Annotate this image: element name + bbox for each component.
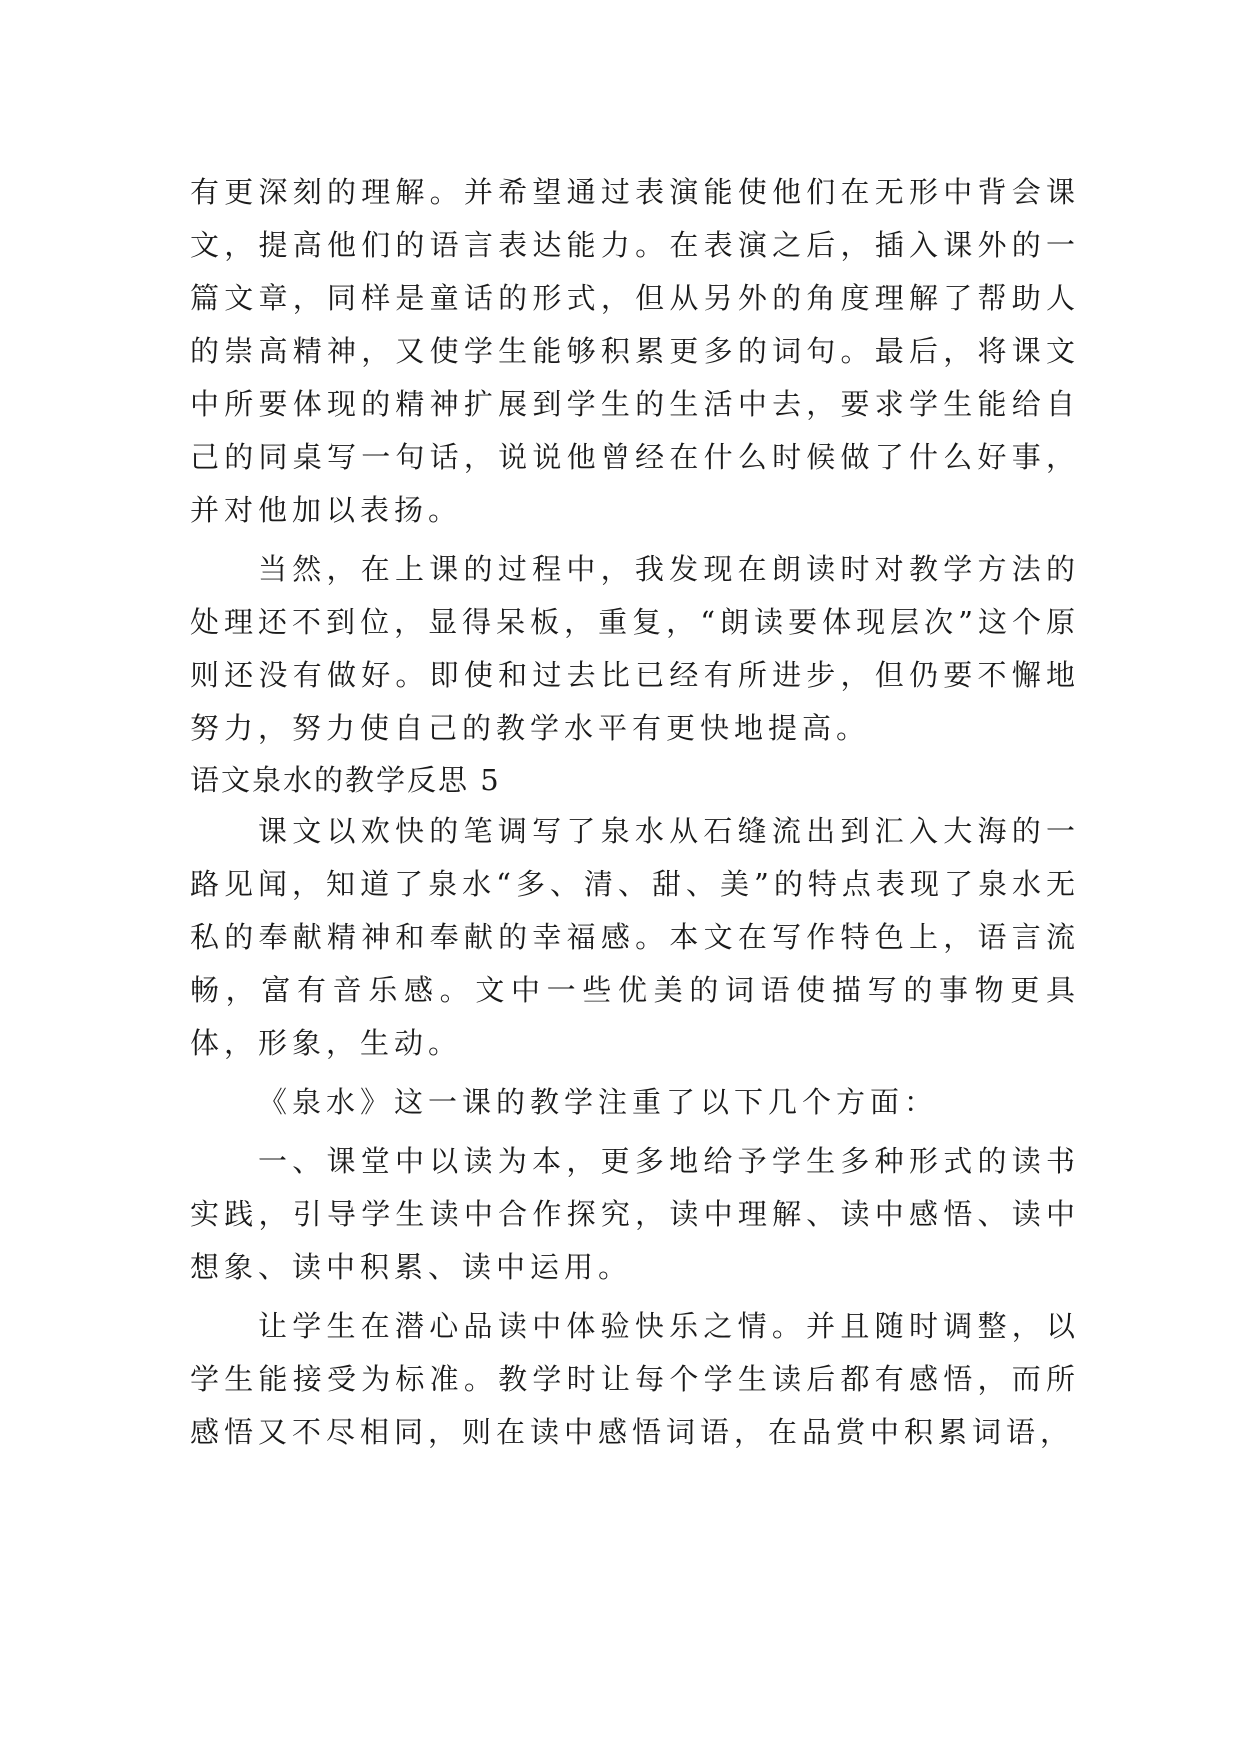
paragraph-5: 一、课堂中以读为本，更多地给予学生多种形式的读书实践，引导学生读中合作探究，读中理解、读中感悟、读中想象、读中积累、读中运用。 xyxy=(190,1144,1080,1284)
paragraph-3: 课文以欢快的笔调写了泉水从石缝流出到汇入大海的一路见闻，知道了泉水“多、清、甜、美”的特点表现了泉水无私的奉献精神和奉献的幸福感。本文在写作特色上，语言流畅，富有音乐感。文中一些优美的词语使描写的事物更具体，形象，生动。 xyxy=(190,814,1080,1060)
paragraph-1: 有更深刻的理解。并希望通过表演能使他们在无形中背会课文，提高他们的语言表达能力。在表演之后，插入课外的一篇文章，同样是童话的形式，但从另外的角度理解了帮助人的崇高精神，又使学生能够积累更多的词句。最后，将课文中所要体现的精神扩展到学生的生活中去，要求学生能给自己的同桌写一句话，说说他曾经在什么时候做了什么好事，并对他加以表扬。 xyxy=(190,175,1080,527)
document-body xyxy=(190,166,1080,1459)
paragraph-4: 《泉水》这一课的教学注重了以下几个方面： xyxy=(258,1085,939,1119)
paragraph-6: 让学生在潜心品读中体验快乐之情。并且随时调整，以学生能接受为标准。教学时让每个学生读后都有感悟，而所感悟又不尽相同，则在读中感悟词语，在品赏中积累词语， xyxy=(190,1309,1080,1449)
section-heading: 语文泉水的教学反思 5 xyxy=(190,763,501,797)
paragraph-2: 当然，在上课的过程中，我发现在朗读时对教学方法的处理还不到位，显得呆板，重复，“朗读要体现层次”这个原则还没有做好。即使和过去比已经有所进步，但仍要不懈地努力，努力使自己的教学水平有更快地提高。 xyxy=(190,552,1080,745)
